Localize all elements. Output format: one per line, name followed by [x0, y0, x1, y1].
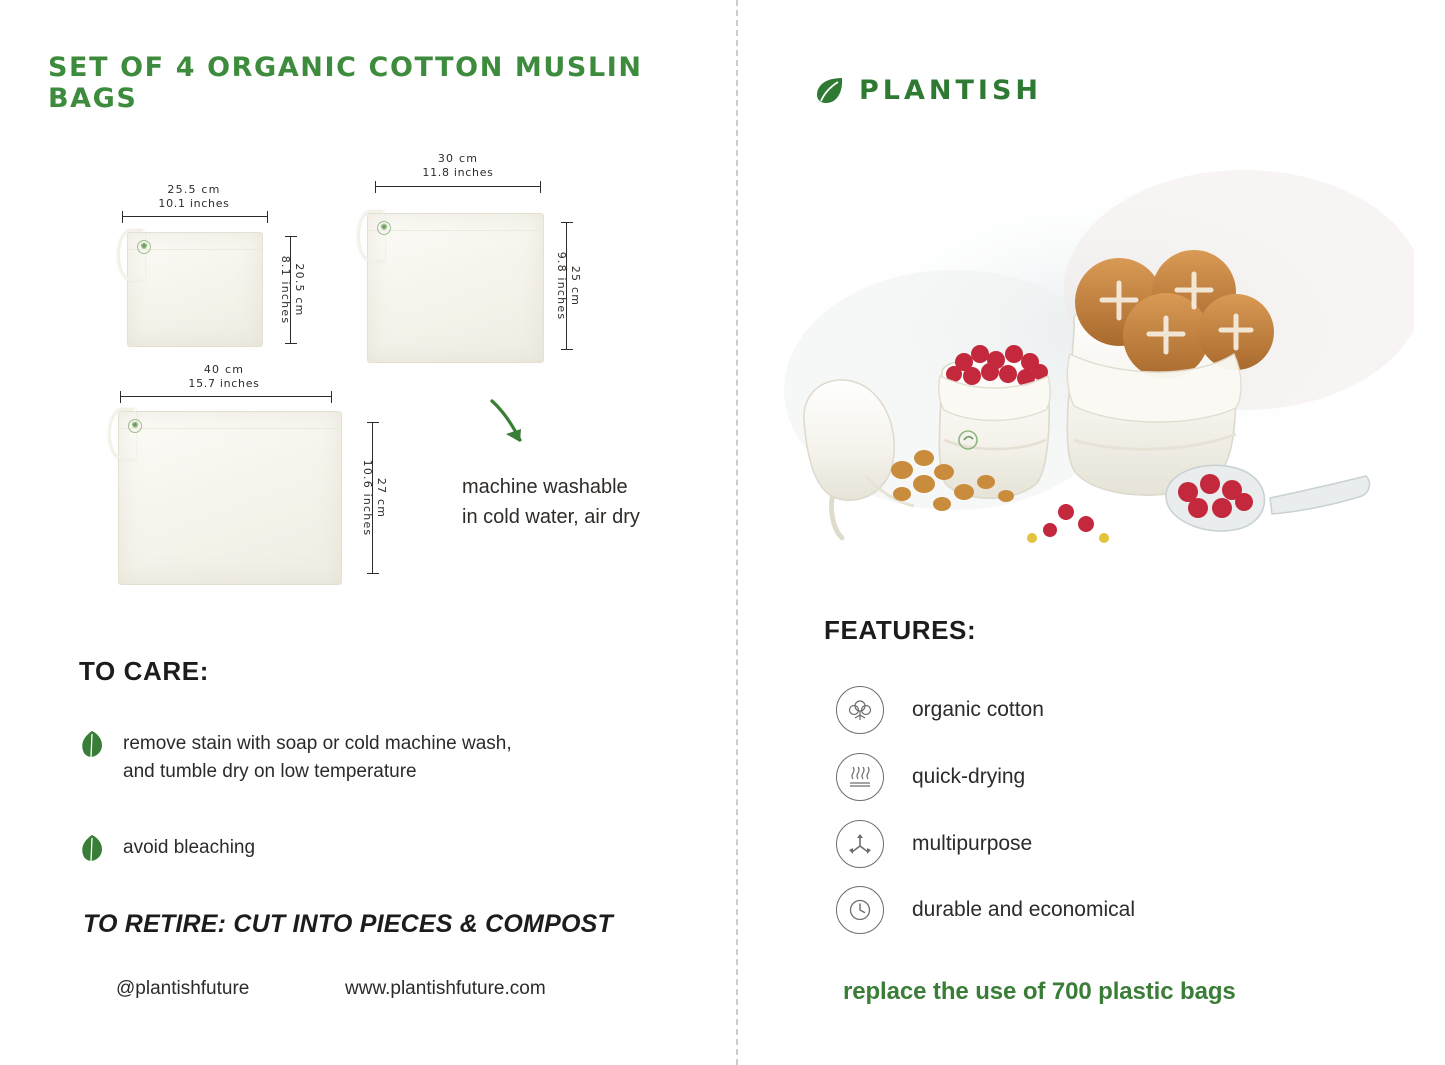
large-bag-height-cm: 27 cm	[375, 477, 388, 519]
care-item	[79, 832, 679, 864]
feature-row	[836, 820, 1032, 868]
care-item	[79, 728, 679, 786]
leaf-icon	[79, 834, 105, 864]
bag-seam	[368, 230, 543, 231]
large-bag-height-label	[360, 422, 388, 574]
large-bag-width-in: 15.7 inches	[188, 377, 260, 390]
feature-row	[836, 753, 1025, 801]
to-care-heading: TO CARE:	[79, 656, 209, 686]
feature-label: durable and economical	[912, 898, 1135, 921]
cotton-boll-icon	[836, 686, 884, 734]
wash-instructions-line1: machine washable	[462, 476, 628, 498]
small-bag-width-in: 10.1 inches	[158, 197, 230, 210]
page-title: SET OF 4 ORGANIC COTTON MUSLIN BAGS	[48, 52, 643, 114]
medium-bag-height-label	[554, 222, 582, 350]
feature-row	[836, 686, 1044, 734]
right-panel	[736, 0, 1445, 1065]
small-bag-height-label	[278, 236, 306, 344]
small-bag-height-cm: 20.5 cm	[293, 263, 306, 317]
small-bag-height-in: 8.1 inches	[279, 255, 292, 325]
large-bag-height-in: 10.6 inches	[361, 459, 374, 537]
clock-icon	[836, 886, 884, 934]
replace-plastic-bags-note: replace the use of 700 plastic bags	[843, 978, 1236, 1005]
large-bag-width-dimension-line	[120, 396, 332, 397]
features-heading: FEATURES:	[824, 615, 977, 645]
brand-name: PLANTISH	[859, 74, 1042, 106]
small-bag-width-dimension-line	[122, 216, 268, 217]
medium-bag-width-in: 11.8 inches	[422, 166, 494, 179]
feature-row	[836, 886, 1135, 934]
drawstring-cord-icon	[117, 229, 145, 281]
drawstring-cord-icon	[108, 408, 136, 460]
care-item-text	[123, 832, 255, 862]
care-item-line2: and tumble dry on low temperature	[123, 761, 417, 782]
leaf-logo-icon	[814, 74, 846, 106]
feature-label: multipurpose	[912, 832, 1033, 855]
small-bag-width-label	[108, 183, 280, 211]
quick-drying-icon	[836, 753, 884, 801]
wash-instructions	[462, 472, 692, 532]
bag-seam	[119, 428, 341, 429]
multipurpose-icon	[836, 820, 884, 868]
medium-bag-width-label	[373, 152, 543, 180]
website-url[interactable]: www.plantishfuture.com	[345, 978, 546, 999]
curved-arrow-icon	[486, 398, 542, 454]
brand-logo	[814, 74, 1042, 106]
medium-bag-width-cm: 30 cm	[437, 152, 479, 165]
feature-label: quick-drying	[912, 765, 1026, 788]
large-bag-width-label	[112, 363, 336, 391]
bag-large-illustration	[118, 411, 342, 585]
to-retire-note: TO RETIRE: CUT INTO PIECES & COMPOST	[83, 910, 613, 938]
care-item-line1: remove stain with soap or cold machine wash,	[123, 733, 512, 754]
small-bag-width-cm: 25.5 cm	[167, 183, 221, 196]
leaf-tag-icon: ✺	[128, 419, 142, 433]
drawstring-cord-icon	[357, 210, 385, 262]
medium-bag-height-cm: 25 cm	[569, 265, 582, 307]
medium-bag-height-in: 9.8 inches	[555, 251, 568, 321]
feature-label: organic cotton	[912, 698, 1044, 721]
care-item-line1: avoid bleaching	[123, 837, 256, 858]
bag-small-illustration	[127, 232, 263, 347]
leaf-tag-icon: ✺	[377, 221, 391, 235]
medium-bag-width-dimension-line	[375, 186, 541, 187]
product-hero-illustration	[774, 140, 1414, 570]
large-bag-width-cm: 40 cm	[203, 363, 245, 376]
bag-medium-illustration	[367, 213, 544, 363]
wash-instructions-line2: in cold water, air dry	[462, 506, 640, 528]
care-item-text	[123, 728, 512, 786]
leaf-tag-icon: ✺	[137, 240, 151, 254]
social-handle: @plantishfuture	[116, 978, 250, 999]
leaf-icon	[79, 730, 105, 760]
